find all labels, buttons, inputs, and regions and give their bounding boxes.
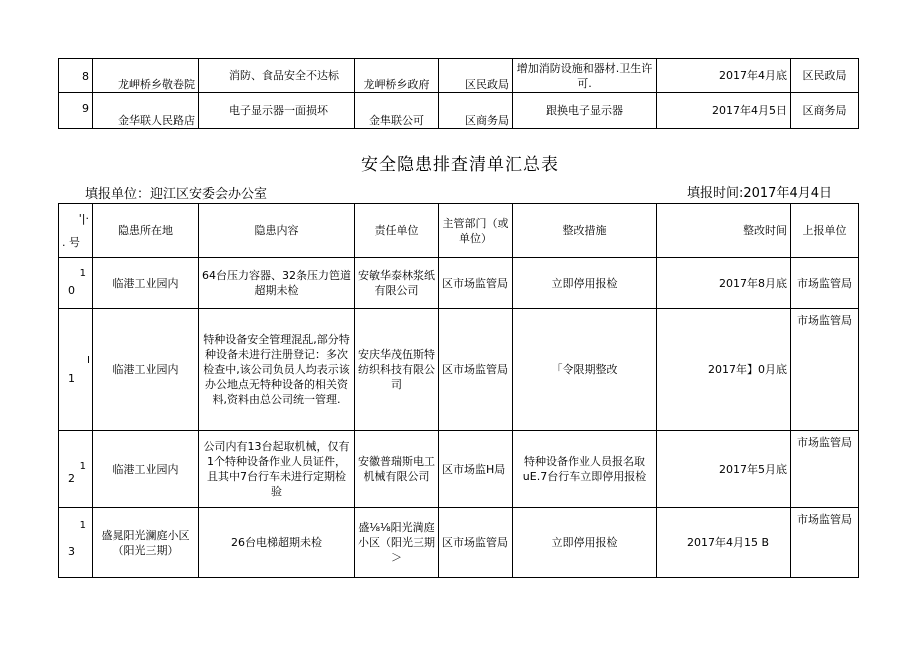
row-content: 特种设备安全管理混乱,部分特种设备未进行注册登记：多次检查中,该公司负员人均表示该办公地点无特种设备的相关资料,资料由总公司统一管理. <box>199 309 355 431</box>
row-reporter: 区民政局 <box>791 59 859 93</box>
row-no <box>59 508 93 578</box>
table-row <box>59 508 859 578</box>
previous-page-table <box>58 58 859 129</box>
row-responsible: 龙岬桥乡政府 <box>355 59 439 93</box>
header-location: 隐患所在地 <box>93 204 199 258</box>
row-location: 临港工业园内 <box>93 431 199 508</box>
row-no: 8 <box>59 59 93 93</box>
header-reporter: 上报单位 <box>791 204 859 258</box>
row-deadline: 2017年4月底 <box>657 59 791 93</box>
row-measure: 跟换电子显示器 <box>513 93 657 129</box>
row-no-mark: 1 <box>79 461 86 472</box>
header-dept: 主管部门（或单位） <box>439 204 513 258</box>
row-content: 消防、食品安全不达标 <box>199 59 355 93</box>
header-responsible: 责任单位 <box>355 204 439 258</box>
row-no <box>59 431 93 508</box>
row-measure: 特种设备作业人员报名取uE.7台行车立即停用报检 <box>513 431 657 508</box>
row-responsible: 安徽普瑞斯电工机械有限公司 <box>355 431 439 508</box>
row-reporter: 市场监管局 <box>791 508 859 578</box>
report-unit: 填报单位：迎江区安委会办公室 <box>85 187 268 202</box>
row-no-value: 2 <box>68 471 75 485</box>
row-no <box>59 258 93 309</box>
table-row <box>59 258 859 309</box>
header-no-top: '|· <box>78 211 89 225</box>
table-row <box>59 431 859 508</box>
row-responsible: 安敏华泰林浆纸有限公司 <box>355 258 439 309</box>
header-no <box>59 204 93 258</box>
row-location: 临港工业园内 <box>93 309 199 431</box>
row-dept: 区民政局 <box>439 59 513 93</box>
row-deadline: 2017年4月15 B <box>657 508 791 578</box>
row-location: 临港工业园内 <box>93 258 199 309</box>
row-dept: 区商务局 <box>439 93 513 129</box>
row-location: 龙岬桥乡敬卷院 <box>93 59 199 93</box>
row-deadline: 2017年8月底 <box>657 258 791 309</box>
row-measure: 「令限期整改 <box>513 309 657 431</box>
row-no-mark: 1 <box>79 520 86 531</box>
row-no-value: 3 <box>68 545 75 558</box>
table-header-row <box>59 204 859 258</box>
row-deadline: 2017年】0月底 <box>657 309 791 431</box>
row-deadline: 2017年5月底 <box>657 431 791 508</box>
header-deadline: 整改时间 <box>657 204 791 258</box>
row-dept: 区市场监管局 <box>439 508 513 578</box>
row-reporter: 市场监管局 <box>791 309 859 431</box>
row-responsible: 安庆华茂伍斯特纺织科技有限公司 <box>355 309 439 431</box>
page-title: 安全隐患排査清单汇总表 <box>361 155 559 175</box>
row-responsible: 盛⅛⅛阳光満庭小区（阳光三期＞ <box>355 508 439 578</box>
row-no-mark: I <box>87 355 90 366</box>
row-responsible: 金隼联公可 <box>355 93 439 129</box>
row-no-value: 1 <box>68 372 75 385</box>
row-dept: 区市场监管局 <box>439 258 513 309</box>
row-reporter: 市场监管局 <box>791 258 859 309</box>
row-measure: 增加消防设施和器材.卫生许可. <box>513 59 657 93</box>
row-no: 9 <box>59 93 93 129</box>
table-row <box>59 309 859 431</box>
row-content: 64台压力容器、32条压力笆道超期未检 <box>199 258 355 309</box>
table-row <box>59 59 859 93</box>
row-no <box>59 309 93 431</box>
row-location: 金华联人民路店 <box>93 93 199 129</box>
header-no-bottom: . 号 <box>62 235 80 249</box>
row-location: 盛晁阳光澜庭小区（阳光三期） <box>93 508 199 578</box>
table-row <box>59 93 859 129</box>
report-date: 填报时间:2017年4月4日 <box>686 186 832 201</box>
row-content: 公司内有13台起取机械，仅有1个特种设备作业人员证件，且其中7台行车未进行定期检验 <box>199 431 355 508</box>
row-dept: 区市场监H局 <box>439 431 513 508</box>
row-reporter: 区商务局 <box>791 93 859 129</box>
row-measure: 立即停用报检 <box>513 258 657 309</box>
row-content: 电子显示器一面损坏 <box>199 93 355 129</box>
row-reporter: 市场监管局 <box>791 431 859 508</box>
hazard-summary-table <box>58 203 859 578</box>
row-no-mark: 1 <box>79 268 86 279</box>
row-deadline: 2017年4月5日 <box>657 93 791 129</box>
row-measure: 立即停用报检 <box>513 508 657 578</box>
header-measure: 整改措施 <box>513 204 657 258</box>
row-dept: 区市场监管局 <box>439 309 513 431</box>
row-content: 26台电梯超期未检 <box>199 508 355 578</box>
row-no-value: 0 <box>68 283 75 297</box>
header-content: 隐患内容 <box>199 204 355 258</box>
